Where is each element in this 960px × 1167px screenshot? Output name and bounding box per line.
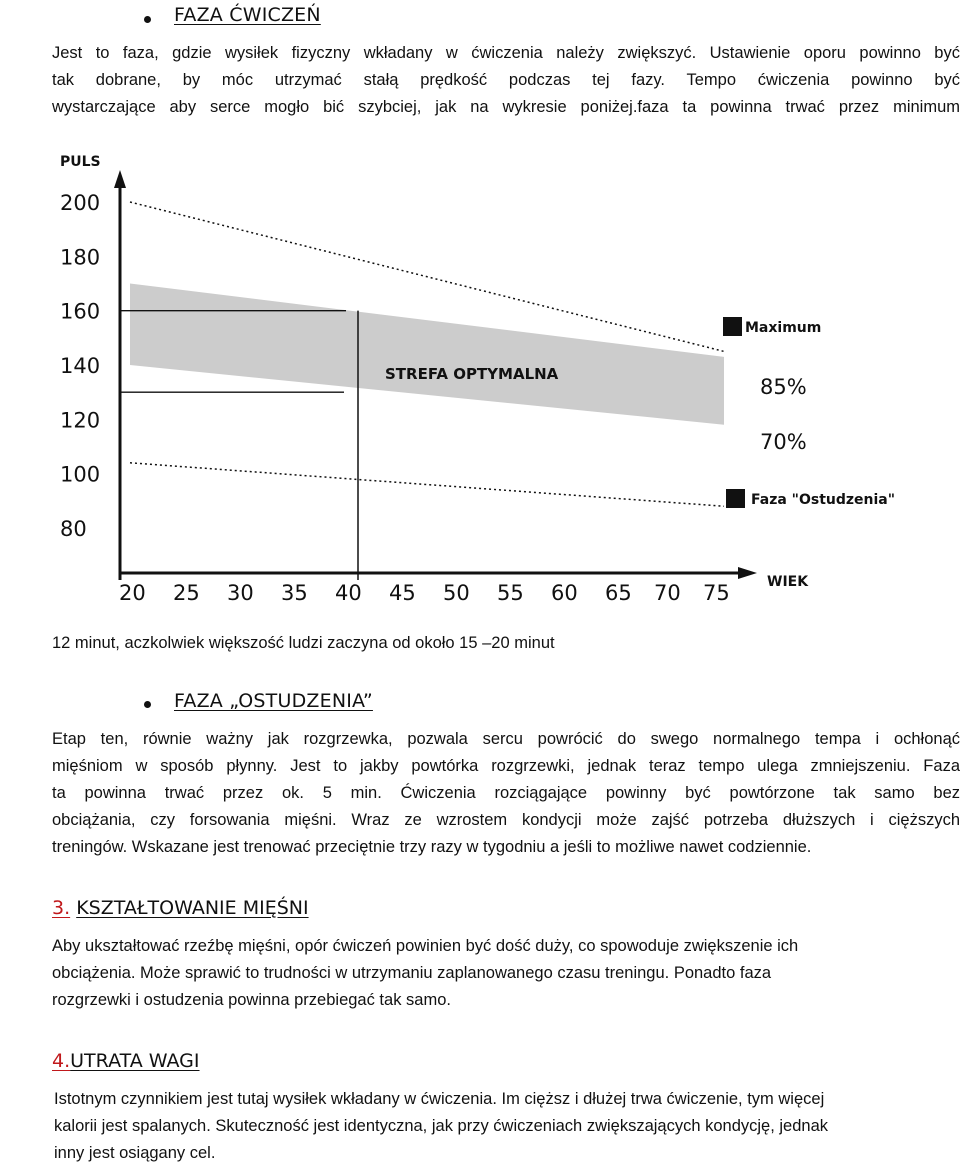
optimal-zone-band [130, 284, 724, 425]
zone-label: STREFA OPTYMALNA [385, 365, 559, 383]
text-line: obciążania, czy forsowania mięśni. Wraz ze wzrostem kondycji może zajść potrzeba dłuższych i cięższych [52, 811, 960, 829]
x-tick-label: 20 [119, 581, 146, 605]
y-tick-label: 100 [60, 462, 101, 487]
text-line: inny jest osiągany cel. [54, 1144, 216, 1162]
text-line: obciążenia. Może sprawić to trudności w utrzymaniu zaplanowanego czasu treningu. Ponadto faza [52, 964, 772, 982]
band-label-85: 85% [760, 375, 807, 399]
legend-maximum: Maximum [745, 320, 822, 336]
section-heading-ksztaltowanie [52, 897, 309, 919]
x-tick-label: 35 [281, 581, 308, 605]
y-tick-label: 140 [60, 354, 101, 378]
y-tick-label: 160 [60, 299, 101, 324]
section-number: 4. [52, 1050, 71, 1072]
text-line: ta powinna trwać przez ok. 5 min. Ćwiczenia rozciągające powinny być powtórzone tak samo bez [52, 784, 960, 802]
text-line: kalorii jest spalanych. Skuteczność jest identyczna, jak przy ćwiczeniach zwiększających kondycję, jednak [54, 1117, 829, 1135]
y-tick-label: 120 [60, 408, 101, 433]
x-tick-label: 50 [443, 581, 470, 605]
section-title: KSZTAŁTOWANIE MIĘŚNI [76, 897, 309, 919]
paragraph-ksztaltowanie [52, 933, 798, 1014]
x-tick-label: 40 [335, 581, 362, 605]
x-axis-title: WIEK [767, 574, 809, 590]
text-line: Istotnym czynnikiem jest tutaj wysiłek wkładany w ćwiczenia. Im cięższ i dłużej trwa ćwiczenie, tym więcej [54, 1090, 825, 1108]
maximum-legend-square [723, 317, 742, 336]
x-tick-label: 65 [605, 581, 632, 605]
band-label-70: 70% [760, 430, 807, 454]
y-tick-label: 80 [60, 517, 87, 541]
y-tick-label: 180 [60, 245, 101, 270]
section-title: UTRATA WAGI [70, 1050, 200, 1072]
section-heading-utrata-wagi [52, 1050, 200, 1072]
text-line: rozgrzewki i ostudzenia powinna przebiegać tak samo. [52, 991, 451, 1009]
text-line: Aby ukształtować rzeźbę mięśni, opór ćwiczeń powinien być dość duży, co spowoduje zwiększenie ich [52, 937, 799, 955]
x-tick-label: 70 [654, 581, 681, 605]
section-number: 3. [52, 897, 71, 919]
x-tick-label: 60 [551, 581, 578, 605]
paragraph-utrata-wagi [54, 1086, 828, 1167]
text-line: treningów. Wskazane jest trenować przeciętnie trzy razy w tygodniu a jeśli to możliwe nawet codziennie. [52, 838, 812, 856]
paragraph-faza-ostudzenia [52, 726, 960, 861]
x-tick-label: 30 [227, 581, 254, 605]
x-tick-label: 25 [173, 581, 200, 605]
cooldown-legend-square [726, 489, 745, 508]
section-heading-faza-ostudzenia: FAZA „OSTUDZENIA” [174, 690, 373, 712]
x-axis-arrow-icon [738, 567, 757, 579]
text-line: Etap ten, równie ważny jak rozgrzewka, pozwala sercu powrócić do swego normalnego tempa i ochłonąć [52, 730, 960, 748]
x-tick-label: 45 [389, 581, 416, 605]
text-line: mięśniom w sposób płynny. Jest to jakby powtórka rozgrzewki, jednak teraz tempo ulega zmniejszeniu. Faza [52, 757, 960, 775]
y-axis-arrow-icon [114, 170, 126, 188]
bullet-icon [144, 701, 151, 708]
cooldown-line [130, 463, 724, 506]
y-tick-label: 200 [60, 191, 101, 215]
legend-cooldown: Faza "Ostudzenia" [751, 492, 896, 508]
heart-rate-chart [0, 140, 960, 630]
x-tick-label: 55 [497, 581, 524, 605]
y-axis-title: PULS [60, 154, 101, 170]
text-line: wystarczające aby serce mogło bić szybciej, jak na wykresie poniżej.faza ta powinna trwać przez minimum [52, 98, 960, 116]
x-tick-label: 75 [703, 581, 730, 605]
text-line: Jest to faza, gdzie wysiłek fizyczny wkładany w ćwiczenia należy zwiększyć. Ustawienie oporu powinno być [52, 44, 960, 62]
paragraph-faza-cwiczen-cont: 12 minut, aczkolwiek większość ludzi zaczyna od około 15 –20 minut [52, 634, 555, 652]
bullet-icon [144, 16, 151, 23]
text-line: tak dobrane, by móc utrzymać stałą prędkość podczas tej fazy. Tempo ćwiczenia powinno być [52, 71, 960, 89]
paragraph-faza-cwiczen [52, 40, 960, 121]
section-heading-faza-cwiczen: FAZA ĆWICZEŃ [174, 4, 321, 26]
